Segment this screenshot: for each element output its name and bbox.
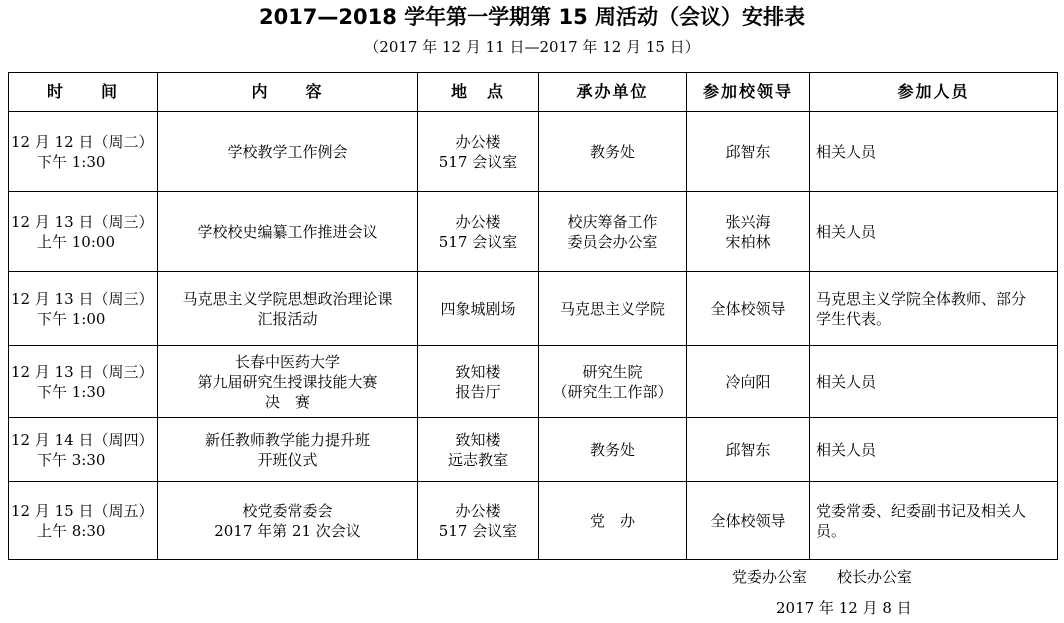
cell-organizer xyxy=(539,272,687,346)
cell-time xyxy=(9,418,158,482)
cell-attendees xyxy=(810,112,1058,192)
cell-content xyxy=(158,272,418,346)
table-row xyxy=(9,272,1058,346)
cell-time-line: 12 月 13 日（周三） xyxy=(11,362,154,381)
cell-organizer-line: 教务处 xyxy=(589,142,635,161)
cell-content-line: 新任教师教学能力提升班 xyxy=(204,430,370,449)
cell-time xyxy=(9,272,158,346)
cell-location xyxy=(418,272,539,346)
cell-time-line: 12 月 12 日（周二） xyxy=(11,132,154,151)
cell-location-line: 517 会议室 xyxy=(438,152,518,171)
cell-organizer-line: 委员会办公室 xyxy=(567,232,658,251)
cell-organizer-line: （研究生工作部） xyxy=(552,382,673,401)
cell-content-line: 决 赛 xyxy=(264,392,310,411)
cell-organizer xyxy=(539,346,687,418)
cell-location xyxy=(418,482,539,560)
cell-leaders-line: 全体校领导 xyxy=(710,299,786,318)
cell-location xyxy=(418,418,539,482)
cell-content xyxy=(158,482,418,560)
cell-content xyxy=(158,112,418,192)
cell-organizer-line: 马克思主义学院 xyxy=(559,299,665,318)
cell-attendees-line: 党委常委、纪委副书记及相关人 xyxy=(816,501,1027,520)
cell-time xyxy=(9,112,158,192)
cell-location-line: 远志教室 xyxy=(447,450,508,469)
cell-location-line: 办公楼 xyxy=(455,212,501,231)
cell-leaders xyxy=(687,418,810,482)
cell-location-line: 致知楼 xyxy=(455,362,501,381)
table-row xyxy=(9,192,1058,272)
cell-content-line: 长春中医药大学 xyxy=(234,352,340,371)
cell-attendees xyxy=(810,272,1058,346)
cell-content xyxy=(158,418,418,482)
table-row xyxy=(9,346,1058,418)
cell-organizer xyxy=(539,482,687,560)
cell-time-line: 12 月 13 日（周三） xyxy=(11,212,154,231)
cell-attendees xyxy=(810,192,1058,272)
table-row xyxy=(9,418,1058,482)
cell-time-line: 上午 10:00 xyxy=(37,232,115,251)
cell-time-line: 下午 3:30 xyxy=(37,450,106,469)
cell-organizer-line: 教务处 xyxy=(589,440,635,459)
cell-location-line: 报告厅 xyxy=(455,382,501,401)
cell-content-line: 马克思主义学院思想政治理论课 xyxy=(182,289,393,308)
cell-attendees-line: 相关人员 xyxy=(816,142,877,161)
cell-organizer xyxy=(539,112,687,192)
issuing-offices: 党委办公室 校长办公室 xyxy=(732,568,913,586)
cell-location xyxy=(418,192,539,272)
cell-organizer-line: 研究生院 xyxy=(582,362,643,381)
cell-attendees-line: 学生代表。 xyxy=(816,309,892,328)
cell-leaders-line: 张兴海 xyxy=(725,212,771,231)
header-content: 内 容 xyxy=(158,73,418,112)
cell-time xyxy=(9,482,158,560)
header-time: 时 间 xyxy=(9,73,158,112)
cell-content-line: 汇报活动 xyxy=(257,309,318,328)
table-row xyxy=(9,482,1058,560)
cell-location-line: 517 会议室 xyxy=(438,232,518,251)
cell-attendees-line: 相关人员 xyxy=(816,372,877,391)
cell-time-line: 12 月 13 日（周三） xyxy=(11,289,154,308)
cell-location-line: 517 会议室 xyxy=(438,521,518,540)
page-title: 2017—2018 学年第一学期第 15 周活动（会议）安排表 xyxy=(258,5,806,29)
cell-time xyxy=(9,346,158,418)
cell-location-line: 四象城剧场 xyxy=(440,299,516,318)
cell-leaders xyxy=(687,112,810,192)
cell-content-line: 第九届研究生授课技能大赛 xyxy=(197,372,378,391)
cell-leaders-line: 邱智东 xyxy=(725,440,771,459)
cell-time-line: 12 月 14 日（周四） xyxy=(11,430,154,449)
cell-time-line: 下午 1:30 xyxy=(37,152,106,171)
cell-leaders xyxy=(687,346,810,418)
table-header-row xyxy=(9,73,1058,112)
cell-time-line: 下午 1:30 xyxy=(37,382,106,401)
cell-leaders-line: 全体校领导 xyxy=(710,511,786,530)
header-organizer: 承办单位 xyxy=(539,73,687,112)
cell-location-line: 致知楼 xyxy=(455,430,501,449)
cell-content-line: 校党委常委会 xyxy=(242,501,333,520)
cell-organizer xyxy=(539,192,687,272)
cell-time-line: 上午 8:30 xyxy=(37,521,106,540)
cell-content-line: 学校校史编纂工作推进会议 xyxy=(197,222,378,241)
header-leaders: 参加校领导 xyxy=(687,73,810,112)
cell-content-line: 学校教学工作例会 xyxy=(227,142,348,161)
cell-time-line: 12 月 15 日（周五） xyxy=(11,501,154,520)
schedule-table xyxy=(8,72,1058,560)
cell-time xyxy=(9,192,158,272)
cell-leaders xyxy=(687,482,810,560)
header-location: 地 点 xyxy=(418,73,539,112)
cell-content xyxy=(158,192,418,272)
cell-location-line: 办公楼 xyxy=(455,501,501,520)
cell-leaders-line: 宋柏林 xyxy=(725,232,771,251)
cell-location xyxy=(418,346,539,418)
cell-attendees-line: 相关人员 xyxy=(816,440,877,459)
cell-content-line: 2017 年第 21 次会议 xyxy=(214,521,361,540)
cell-leaders-line: 冷向阳 xyxy=(725,372,771,391)
cell-organizer-line: 校庆筹备工作 xyxy=(567,212,658,231)
cell-organizer-line: 党 办 xyxy=(589,511,635,530)
header-attendees: 参加人员 xyxy=(810,73,1058,112)
cell-content-line: 开班仪式 xyxy=(257,450,318,469)
issue-date: 2017 年 12 月 8 日 xyxy=(776,599,912,617)
cell-attendees-line: 马克思主义学院全体教师、部分 xyxy=(816,289,1027,308)
cell-location xyxy=(418,112,539,192)
cell-attendees xyxy=(810,346,1058,418)
cell-leaders xyxy=(687,272,810,346)
table-row xyxy=(9,112,1058,192)
cell-leaders-line: 邱智东 xyxy=(725,142,771,161)
cell-attendees xyxy=(810,482,1058,560)
cell-leaders xyxy=(687,192,810,272)
date-range-subtitle: （2017 年 12 月 11 日—2017 年 12 月 15 日） xyxy=(364,38,700,56)
cell-organizer xyxy=(539,418,687,482)
cell-location-line: 办公楼 xyxy=(455,132,501,151)
cell-content xyxy=(158,346,418,418)
cell-attendees xyxy=(810,418,1058,482)
cell-attendees-line: 相关人员 xyxy=(816,222,877,241)
cell-time-line: 下午 1:00 xyxy=(37,309,106,328)
cell-attendees-line: 员。 xyxy=(816,521,847,540)
